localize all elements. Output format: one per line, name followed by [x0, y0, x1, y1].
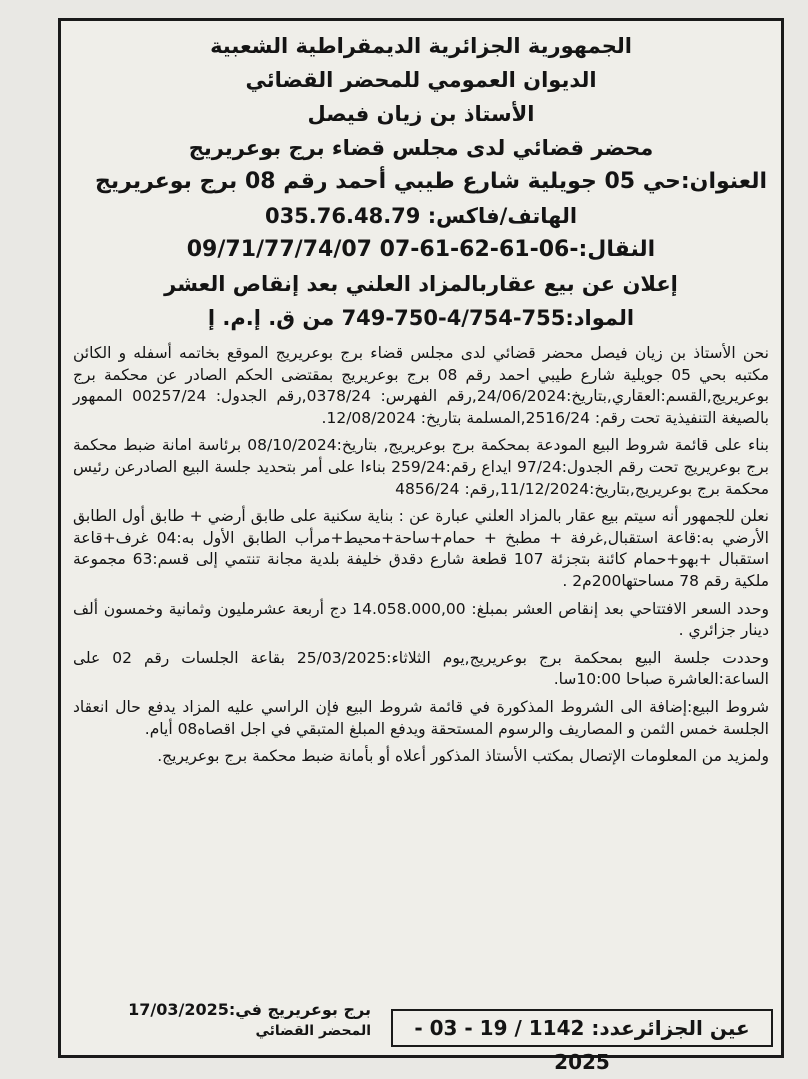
property-description-paragraph: نعلن للجمهور أنه سيتم بيع عقار بالمزاد العلني عبارة عن : بناية سكنية على طابق أرضي + طابق أول الطابق الأرضي به:قاعة استقبال,غرفة + مطبخ + حمام+ساحة+محيط+مرأب الطابق الأول به:04 غرف+قاعة استقبال +بهو+حمام كائنة بتجزئة 107 قطعة شارع دقدق خليفة بلدية مجانة تنتمي إلى قسم:63 مجموعة ملكية رقم 78 مساحتها200م2 .	[73, 507, 769, 590]
publication-reference: عين الجزائرعدد: 1142 / 19 - 03 - 2025	[391, 1009, 773, 1047]
signature-block	[71, 999, 371, 1041]
office-title: الديوان العمومي للمحضر القضائي	[245, 68, 597, 92]
phone-fax: الهاتف/فاكس: 035.76.48.79	[264, 204, 578, 228]
opening-price-paragraph: وحدد السعر الافتتاحي بعد إنقاص العشر بمبلغ: 14.058.000,00 دج أربعة عشرمليون وثمانية وخمسون ألف دينار جزائري .	[73, 599, 769, 640]
sale-terms-paragraph: شروط البيع:إضافة الى الشروط المذكورة في قائمة شروط البيع فإن الراسي عليه المزاد يدفع حال انعقاد الجلسة خمس الثمن و المصاريف والرسوم المستحقة ويدفع المبلغ المتبقي في اجل اقصاه08 أيام.	[73, 697, 769, 738]
republic-title: الجمهورية الجزائرية الديمقراطية الشعبية	[210, 34, 632, 58]
contact-paragraph: ولمزيد من المعلومات الإتصال بمكتب الأستاذ المذكور أعلاه أو بأمانة ضبط محكمة برج بوعريريج.	[157, 747, 769, 766]
legal-articles: المواد:755-4/754-750-749 من ق. إ.م. إ	[207, 306, 635, 330]
mobile-numbers: النقال:-06-61-62-61-07 09/71/77/74/07	[186, 237, 656, 262]
sale-conditions-paragraph: بناء على قائمة شروط البيع المودعة بمحكمة برج بوعريريج, بتاريخ:08/10/2024 برئاسة امانة ضبط محكمة برج بوعريريج تحت رقم الجدول:97/24 ايداع رقم:259/24 بناءا على أمر بتحديد جلسة البيع الصادرعن رئيس محكمة برج بوعريريج,بتاريخ:11/12/2024,رقم: 4856/24	[73, 436, 769, 498]
signature-title: المحضر القضائي	[255, 1023, 371, 1039]
court-title: محضر قضائي لدى مجلس قضاء برج بوعريريج	[188, 136, 654, 160]
notice-body	[61, 339, 781, 768]
office-address: العنوان:حي 05 جويلية شارع طيبي أحمد رقم 08 برج بوعريريج	[95, 169, 767, 194]
legal-notice	[58, 18, 784, 1074]
announcement-title: إعلان عن بيع عقاربالمزاد العلني بعد إنقاص العشر	[164, 272, 678, 296]
signature-date: برج بوعريريج في:17/03/2025	[128, 1000, 371, 1019]
judgment-paragraph: نحن الأستاذ بن زيان فيصل محضر قضائي لدى مجلس قضاء برج بوعريريج الموقع بخاتمه أسفله و الكائن مكتبه بحي 05 جويلية شارع طيبي احمد رقم 08 برج بوعريريج بمقتضى الحكم الصادر عن محكمة برج بوعريريج,القسم:العقاري,بتاريخ:24/06/2024,رقم الفهرس: 0378/24,رقم الجدول: 00257/24 الممهور بالصيغة التنفيذية تحت رقم: 2516/24,المسلمة بتاريخ: 12/08/2024.	[73, 344, 769, 427]
session-date-paragraph: وحددت جلسة البيع بمحكمة برج بوعريريج,يوم الثلاثاء:25/03/2025 بقاعة الجلسات رقم 02 على الساعة:العاشرة صباحا 10:00سا.	[73, 648, 769, 689]
notice-header	[61, 21, 781, 339]
bailiff-name: الأستاذ بن زيان فيصل	[307, 102, 535, 126]
